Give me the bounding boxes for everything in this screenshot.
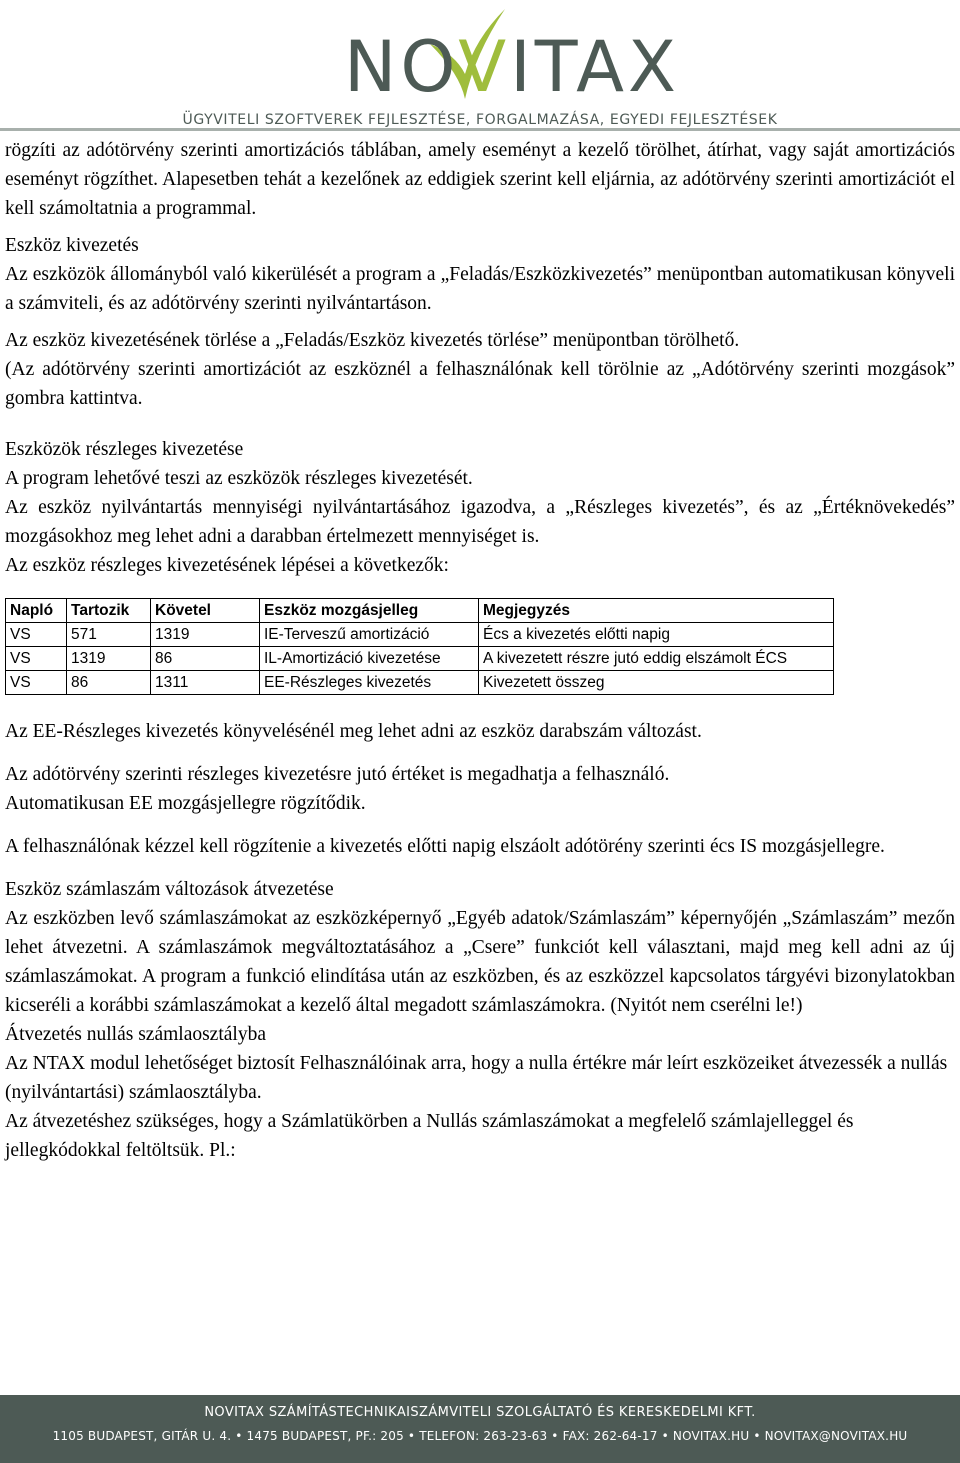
table-cell: Écs a kivezetés előtti napig	[479, 623, 834, 647]
paragraph: (Az adótörvény szerinti amortizációt az eszköznél a felhasználónak kell törölnie az „Adótörvény szerinti mozgások” gombra kattintva.	[5, 359, 955, 409]
logo-text-suffix: ITAX	[510, 26, 680, 108]
table-cell: Kivezetett összeg	[479, 671, 834, 695]
section-title-account-change: Eszköz számlaszám változások átvezetése	[5, 879, 334, 900]
table-cell: IL-Amortizáció kivezetése	[260, 647, 479, 671]
table-row	[6, 647, 834, 671]
table-row	[6, 671, 834, 695]
paragraph: Az eszközben levő számlaszámokat az eszközképernyő „Egyéb adatok/Számlaszám” képernyőjén „Számlaszám” mezőn lehet átvezetni. A számlaszámok megváltoztatásához a „Csere” funkciót kell választani, majd meg kell adni az új számlaszámokat. A program a funkció elindítása után az eszközben, és az eszközzel kapcsolatos tárgyévi bizonylatokban kicseréli a korábbi számlaszámokat a kezelő által megadott számlaszámokra. (Nyitót nem cserélni le!)	[5, 908, 955, 1016]
table-header-row	[6, 599, 834, 623]
table-header-cell: Követel	[151, 599, 260, 623]
table-cell: 1319	[67, 647, 151, 671]
table-header-cell: Napló	[6, 599, 67, 623]
footer-company-name: NOVITAX SZÁMÍTÁSTECHNIKAISZÁMVITELI SZOLGÁLTATÓ ÉS KERESKEDELMI KFT.	[204, 1405, 756, 1420]
footer-contact-info: 1105 BUDAPEST, GITÁR U. 4. • 1475 BUDAPEST, PF.: 205 • TELEFON: 263-23-63 • FAX: 262-64-17 • NOVITAX.HU • NOVITAX@NOVITAX.HU	[52, 1429, 908, 1443]
table-cell: 86	[67, 671, 151, 695]
table-row	[6, 623, 834, 647]
paragraph: Az EE-Részleges kivezetés könyvelésénél meg lehet adni az eszköz darabszám változást.	[5, 721, 702, 742]
paragraph: A program lehetővé teszi az eszközök részleges kivezetését.	[5, 468, 473, 489]
table-cell: 571	[67, 623, 151, 647]
document-body	[5, 136, 955, 1165]
table-cell: VS	[6, 671, 67, 695]
table-cell: VS	[6, 647, 67, 671]
header-divider	[0, 128, 960, 131]
company-tagline: ÜGYVITELI SZOFTVEREK FEJLESZTÉSE, FORGALMAZÁSA, EGYEDI FEJLESZTÉSEK	[182, 112, 778, 128]
paragraph: Automatikusan EE mozgásjellegre rögzítődik.	[5, 793, 366, 814]
table-cell: 86	[151, 647, 260, 671]
paragraph: A felhasználónak kézzel kell rögzítenie a kivezetés előtti napig elszáolt adótörény szerinti écs IS mozgásjellegre.	[5, 836, 885, 857]
table-header-cell: Tartozik	[67, 599, 151, 623]
paragraph: Az eszköz kivezetésének törlése a „Feladás/Eszköz kivezetés törlése” menüpontban törölhető.	[5, 330, 740, 351]
table-header-cell: Megjegyzés	[479, 599, 834, 623]
logo-text-prefix: NO	[344, 26, 459, 108]
paragraph: Az eszközök állományból való kikerülését a program a „Feladás/Eszközkivezetés” menüpontban automatikusan könyveli a számviteli, és az adótörvény szerinti nyilvántartáson.	[5, 264, 955, 314]
paragraph: jellegkódokkal feltöltsük. Pl.:	[5, 1140, 236, 1161]
company-logo	[312, 26, 712, 108]
table-cell: IE-Terveszű amortizáció	[260, 623, 479, 647]
section-title-partial-removal: Eszközök részleges kivezetése	[5, 439, 244, 460]
table-cell: 1311	[151, 671, 260, 695]
logo-text-v: V	[458, 26, 511, 108]
table-cell: A kivezetett részre jutó eddig elszámolt ÉCS	[479, 647, 834, 671]
table-header-cell: Eszköz mozgásjelleg	[260, 599, 479, 623]
intro-paragraph: rögzíti az adótörvény szerinti amortizációs táblában, amely eseményt a kezelő törölhet, átírhat, vagy saját amortizációs eseményt rögzíthet. Alapesetben tehát a kezelőnek az eddigiek szerint kell eljárnia, az adótörvény szerinti amortizációt el kell számoltatnia a programmal.	[5, 140, 955, 219]
table-cell: EE-Részleges kivezetés	[260, 671, 479, 695]
table-cell: VS	[6, 623, 67, 647]
paragraph: Az eszköz részleges kivezetésének lépései a következők:	[5, 555, 449, 576]
paragraph: Az eszköz nyilvántartás mennyiségi nyilvántartásához igazodva, a „Részleges kivezetés”, és az „Értéknövekedés” mozgásokhoz meg lehet adni a darabban értelmezett mennyiséget is.	[5, 497, 955, 547]
partial-removal-table	[5, 598, 834, 695]
paragraph: Az adótörvény szerinti részleges kivezetésre jutó értéket is megadhatja a felhasználó.	[5, 764, 670, 785]
section-title-asset-removal: Eszköz kivezetés	[5, 235, 139, 256]
paragraph: Az NTAX modul lehetőséget biztosít Felhasználóinak arra, hogy a nulla értékre már leírt eszközeiket átvezessék a nullás (nyilvántartási) számlaosztályba.	[5, 1053, 948, 1103]
page-header	[0, 0, 960, 135]
table-cell: 1319	[151, 623, 260, 647]
section-title-zero-class: Átvezetés nullás számlaosztályba	[5, 1024, 266, 1045]
paragraph: Az átvezetéshez szükséges, hogy a Számlatükörben a Nullás számlaszámokat a megfelelő számlajelleggel és	[5, 1111, 854, 1132]
page-footer	[0, 1395, 960, 1463]
